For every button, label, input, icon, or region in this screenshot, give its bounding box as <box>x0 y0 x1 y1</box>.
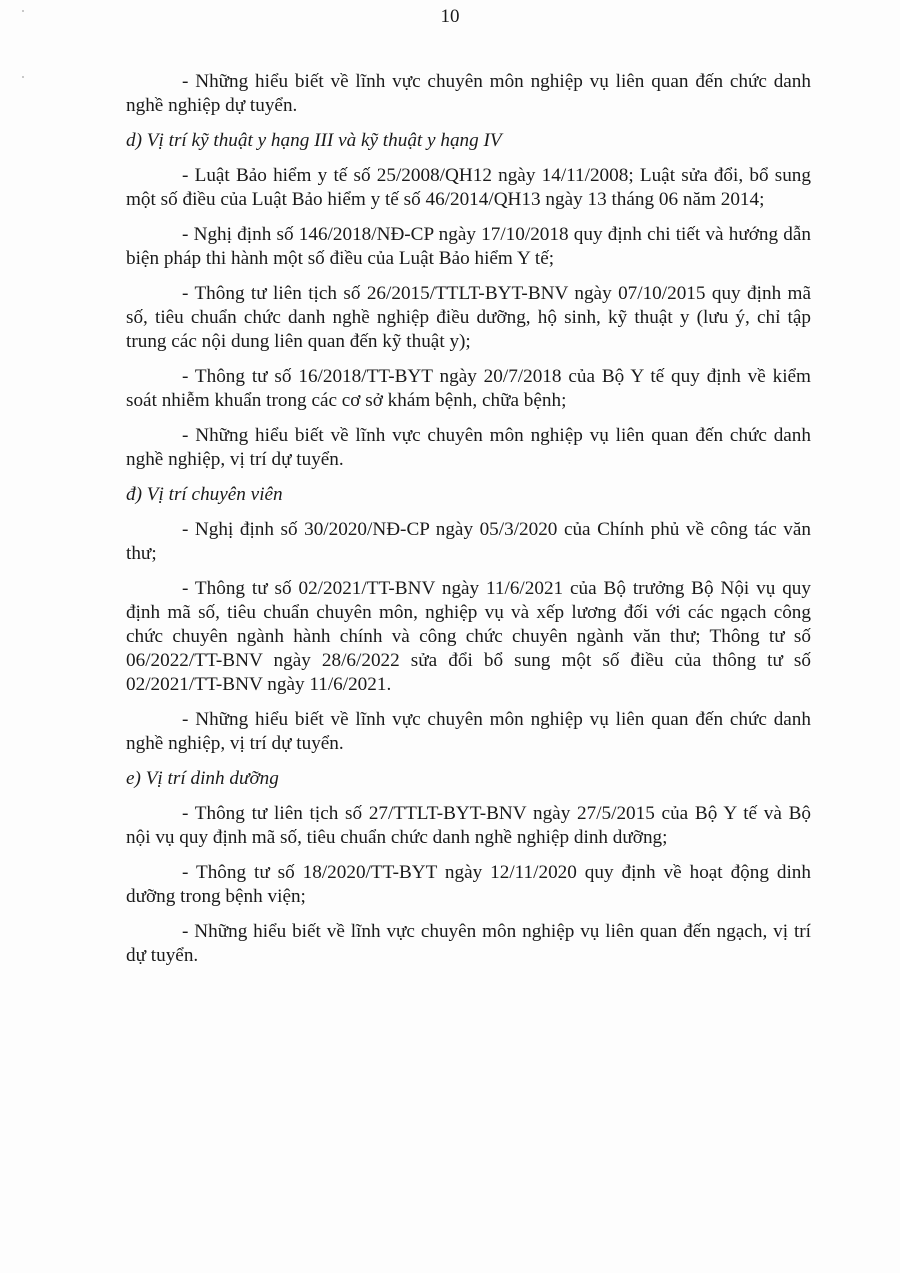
paragraph: - Thông tư liên tịch số 27/TTLT-BYT-BNV ngày 27/5/2015 của Bộ Y tế và Bộ nội vụ quy định mã số, tiêu chuẩn chức danh nghề nghiệp dinh dưỡng; <box>126 803 811 848</box>
paragraph: - Thông tư số 18/2020/TT-BYT ngày 12/11/2020 quy định về hoạt động dinh dưỡng trong bệnh viện; <box>126 862 811 907</box>
paragraph: - Thông tư liên tịch số 26/2015/TTLT-BYT-BNV ngày 07/10/2015 quy định mã số, tiêu chuẩn chức danh nghề nghiệp điều dưỡng, hộ sinh, kỹ thuật y (lưu ý, chỉ tập trung các nội dung liên quan đến kỹ thuật y); <box>126 283 811 352</box>
document-body <box>126 70 811 979</box>
paragraph: - Thông tư số 16/2018/TT-BYT ngày 20/7/2018 của Bộ Y tế quy định về kiểm soát nhiễm khuẩn trong các cơ sở khám bệnh, chữa bệnh; <box>126 366 811 411</box>
scan-speck <box>22 76 24 78</box>
paragraph: - Nghị định số 146/2018/NĐ-CP ngày 17/10/2018 quy định chi tiết và hướng dẫn biện pháp thi hành một số điều của Luật Bảo hiểm Y tế; <box>126 224 811 269</box>
paragraph: - Những hiểu biết về lĩnh vực chuyên môn nghiệp vụ liên quan đến chức danh nghề nghiệp, vị trí dự tuyển. <box>126 425 811 470</box>
section-heading: đ) Vị trí chuyên viên <box>126 484 283 505</box>
section-heading: d) Vị trí kỹ thuật y hạng III và kỹ thuật y hạng IV <box>126 130 502 151</box>
paragraph: - Luật Bảo hiểm y tế số 25/2008/QH12 ngày 14/11/2008; Luật sửa đổi, bổ sung một số điều của Luật Bảo hiểm y tế số 46/2014/QH13 ngày 13 tháng 06 năm 2014; <box>126 165 811 210</box>
section-heading: e) Vị trí dinh dưỡng <box>126 768 279 789</box>
page-number: 10 <box>440 6 460 27</box>
paragraph: - Những hiểu biết về lĩnh vực chuyên môn nghiệp vụ liên quan đến ngạch, vị trí dự tuyển. <box>126 921 811 966</box>
paragraph: - Nghị định số 30/2020/NĐ-CP ngày 05/3/2020 của Chính phủ về công tác văn thư; <box>126 519 811 564</box>
paragraph: - Thông tư số 02/2021/TT-BNV ngày 11/6/2021 của Bộ trưởng Bộ Nội vụ quy định mã số, tiêu chuẩn chuyên môn, nghiệp vụ và xếp lương đối với các ngạch công chức chuyên ngành hành chính và công chức chuyên ngành văn thư; Thông tư số 06/2022/TT-BNV ngày 28/6/2022 sửa đổi bổ sung một số điều của thông tư số 02/2021/TT-BNV ngày 11/6/2021. <box>126 578 811 695</box>
paragraph: - Những hiểu biết về lĩnh vực chuyên môn nghiệp vụ liên quan đến chức danh nghề nghiệp dự tuyển. <box>126 71 811 116</box>
paragraph: - Những hiểu biết về lĩnh vực chuyên môn nghiệp vụ liên quan đến chức danh nghề nghiệp, vị trí dự tuyển. <box>126 709 811 754</box>
